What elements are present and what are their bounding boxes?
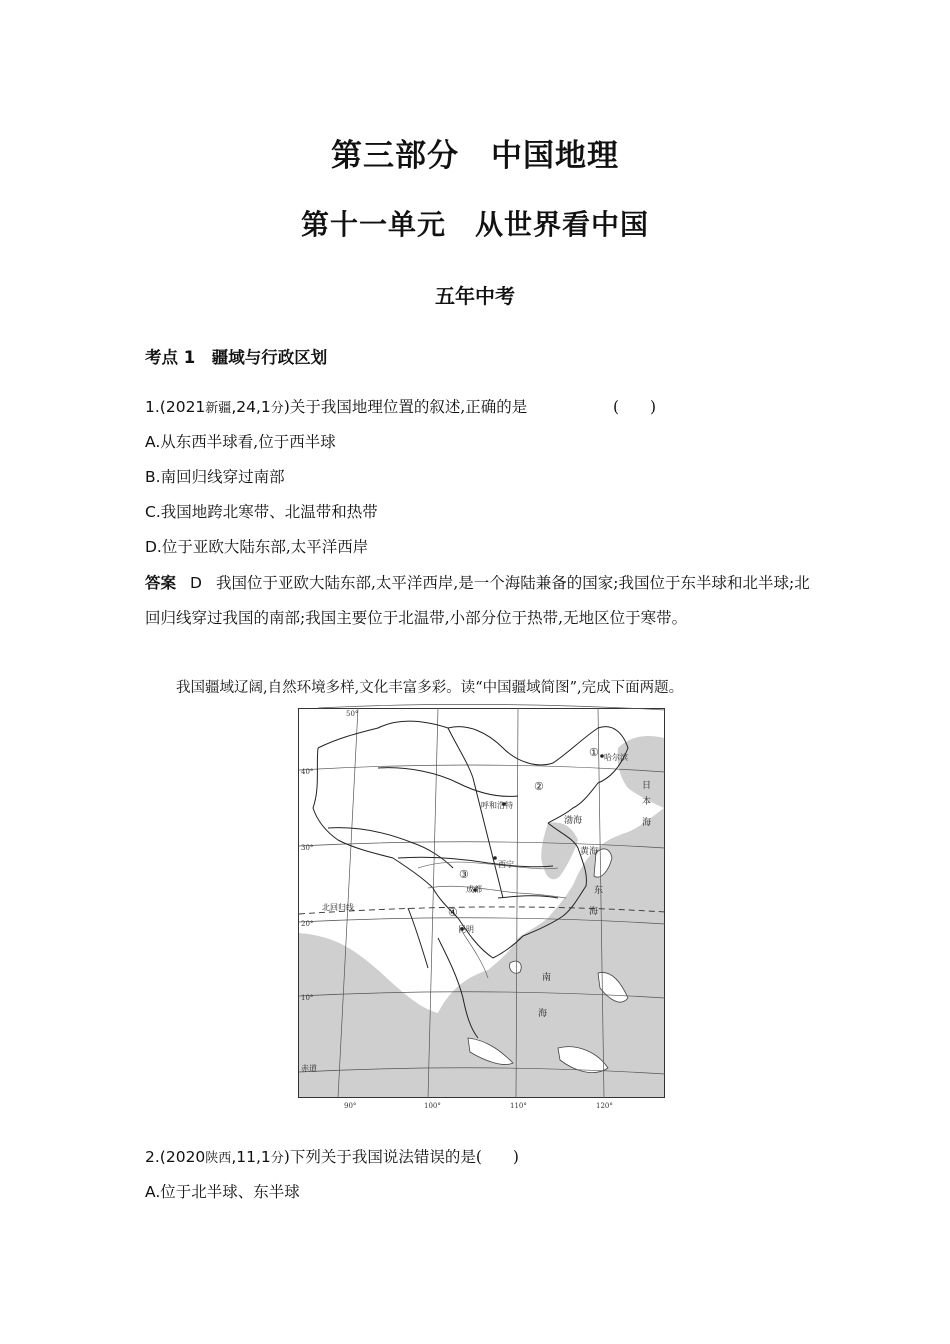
- answer-blank: ( ): [613, 398, 657, 416]
- sea-east-2: 海: [589, 907, 599, 917]
- question-1-option-b: B.南回归线穿过南部: [145, 468, 285, 486]
- lon-label-100: 100°: [424, 1102, 441, 1110]
- sea-south-2: 海: [538, 1009, 548, 1019]
- lat-label-20: 20°: [301, 920, 314, 928]
- marker-1: ①: [589, 746, 599, 759]
- sea-japan-2: 本: [642, 797, 652, 807]
- section-heading: 考点 1 疆域与行政区划: [145, 348, 328, 367]
- lat-label-30: 30°: [301, 844, 314, 852]
- question-2-stem: 2.(2020陕西,11,1分)下列关于我国说法错误的是( ): [145, 1148, 519, 1166]
- lat-label-40: 40°: [301, 768, 314, 776]
- question-1-stem: 1.(2021新疆,24,1分)关于我国地理位置的叙述,正确的是: [145, 398, 528, 416]
- sea-east-1: 东: [594, 886, 604, 896]
- question-1-option-c: C.我国地跨北寒带、北温带和热带: [145, 503, 378, 521]
- subtitle: 五年中考: [435, 284, 515, 308]
- city-kunming: 昆明: [458, 925, 474, 934]
- equator-label: 赤道: [301, 1064, 317, 1073]
- question-1-answer: [145, 566, 815, 636]
- answer-letter: D: [190, 574, 202, 592]
- lon-label-110: 110°: [510, 1102, 527, 1110]
- marker-4: ④: [448, 906, 458, 919]
- city-xining: 西宁: [498, 860, 514, 869]
- marker-2: ②: [534, 780, 544, 793]
- lon-label-120: 120°: [596, 1102, 613, 1110]
- sea-south-1: 南: [542, 973, 552, 983]
- passage-intro: 我国疆域辽阔,自然环境多样,文化丰富多彩。读“中国疆域简图”,完成下面两题。: [176, 680, 684, 696]
- tropic-label: 北回归线: [322, 903, 354, 912]
- lat-label-10: 10°: [301, 994, 314, 1002]
- question-1-option-d: D.位于亚欧大陆东部,太平洋西岸: [145, 538, 369, 556]
- sea-yellow: 黄海: [580, 847, 599, 857]
- sea-japan-1: 日: [642, 781, 652, 791]
- city-hohhot: 呼和浩特: [481, 801, 513, 810]
- marker-3: ③: [459, 868, 469, 881]
- sea-bohai: 渤海: [564, 816, 583, 826]
- answer-explanation: 我国位于亚欧大陆东部,太平洋西岸,是一个海陆兼备的国家;我国位于东半球和北半球;北回归线穿过我国的南部;我国主要位于北温带,小部分位于热带,无地区位于寒带。: [145, 574, 810, 627]
- china-territory-map: [298, 708, 665, 1110]
- city-harbin: 哈尔滨: [604, 753, 628, 762]
- question-2-option-a: A.位于北半球、东半球: [145, 1183, 300, 1201]
- city-chengdu: 成都: [466, 885, 482, 894]
- lon-label-90: 90°: [344, 1102, 357, 1110]
- answer-label: 答案: [145, 574, 177, 592]
- question-1-option-a: A.从东西半球看,位于西半球: [145, 433, 336, 451]
- unit-title: 第十一单元 从世界看中国: [300, 208, 649, 241]
- part-title: 第三部分 中国地理: [331, 138, 619, 174]
- sea-japan-3: 海: [642, 818, 652, 828]
- lat-label-50: 50°: [346, 710, 359, 718]
